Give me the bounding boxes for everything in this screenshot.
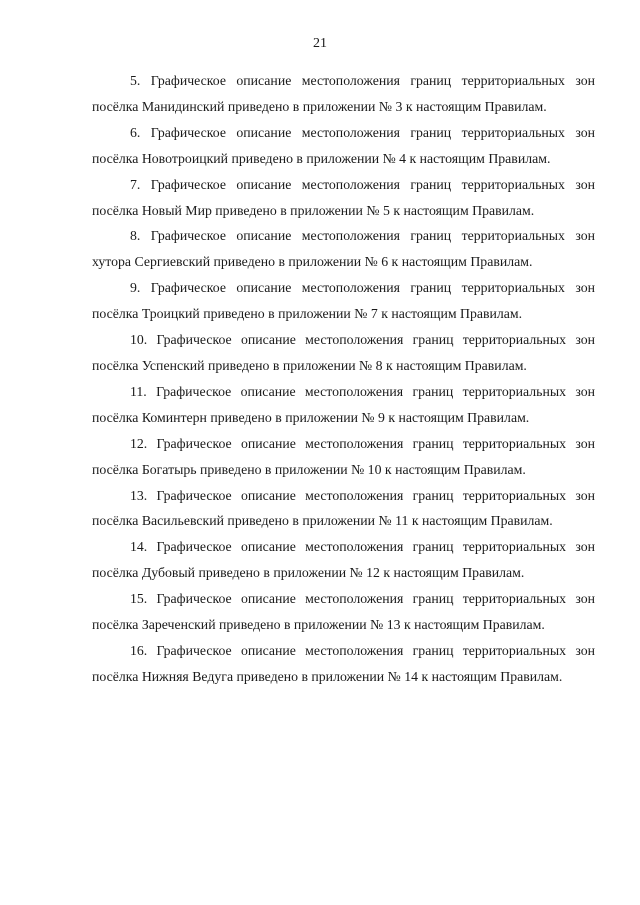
paragraph-16: 16. Графическое описание местоположения границ территориальных зон посёлка Нижняя Ведуга приведено в приложении № 14 к настоящим Правилам.	[92, 642, 595, 684]
paragraph-15: 15. Графическое описание местоположения границ территориальных зон посёлка Зареченский приведено в приложении № 13 к настоящим Правилам.	[92, 591, 595, 633]
paragraph-7: 7. Графическое описание местоположения границ территориальных зон посёлка Новый Мир приведено в приложении № 5 к настоящим Правилам.	[92, 176, 595, 218]
paragraph-14: 14. Графическое описание местоположения границ территориальных зон посёлка Дубовый приведено в приложении № 12 к настоящим Правилам.	[92, 539, 595, 581]
page-number: 21	[313, 36, 327, 51]
paragraph-5: 5. Графическое описание местоположения границ территориальных зон посёлка Манидинский приведено в приложении № 3 к настоящим Правилам.	[92, 73, 595, 114]
paragraph-13: 13. Графическое описание местоположения границ территориальных зон посёлка Васильевский приведено в приложении № 11 к настоящим Правилам.	[92, 487, 595, 529]
paragraph-10: 10. Графическое описание местоположения границ территориальных зон посёлка Успенский приведено в приложении № 8 к настоящим Правилам.	[92, 332, 595, 373]
paragraph-11: 11. Графическое описание местоположения границ территориальных зон посёлка Коминтерн приведено в приложении № 9 к настоящим Правилам.	[92, 383, 595, 425]
paragraph-9: 9. Графическое описание местоположения границ территориальных зон посёлка Троицкий приведено в приложении № 7 к настоящим Правилам.	[92, 280, 595, 322]
document-body	[92, 68, 595, 690]
paragraph-8: 8. Графическое описание местоположения границ территориальных зон хутора Сергиевский приведено в приложении № 6 к настоящим Правилам.	[92, 228, 595, 270]
paragraph-6: 6. Графическое описание местоположения границ территориальных зон посёлка Новотроицкий приведено в приложении № 4 к настоящим Правилам.	[92, 124, 595, 166]
paragraph-12: 12. Графическое описание местоположения границ территориальных зон посёлка Богатырь приведено в приложении № 10 к настоящим Правилам.	[92, 435, 595, 477]
